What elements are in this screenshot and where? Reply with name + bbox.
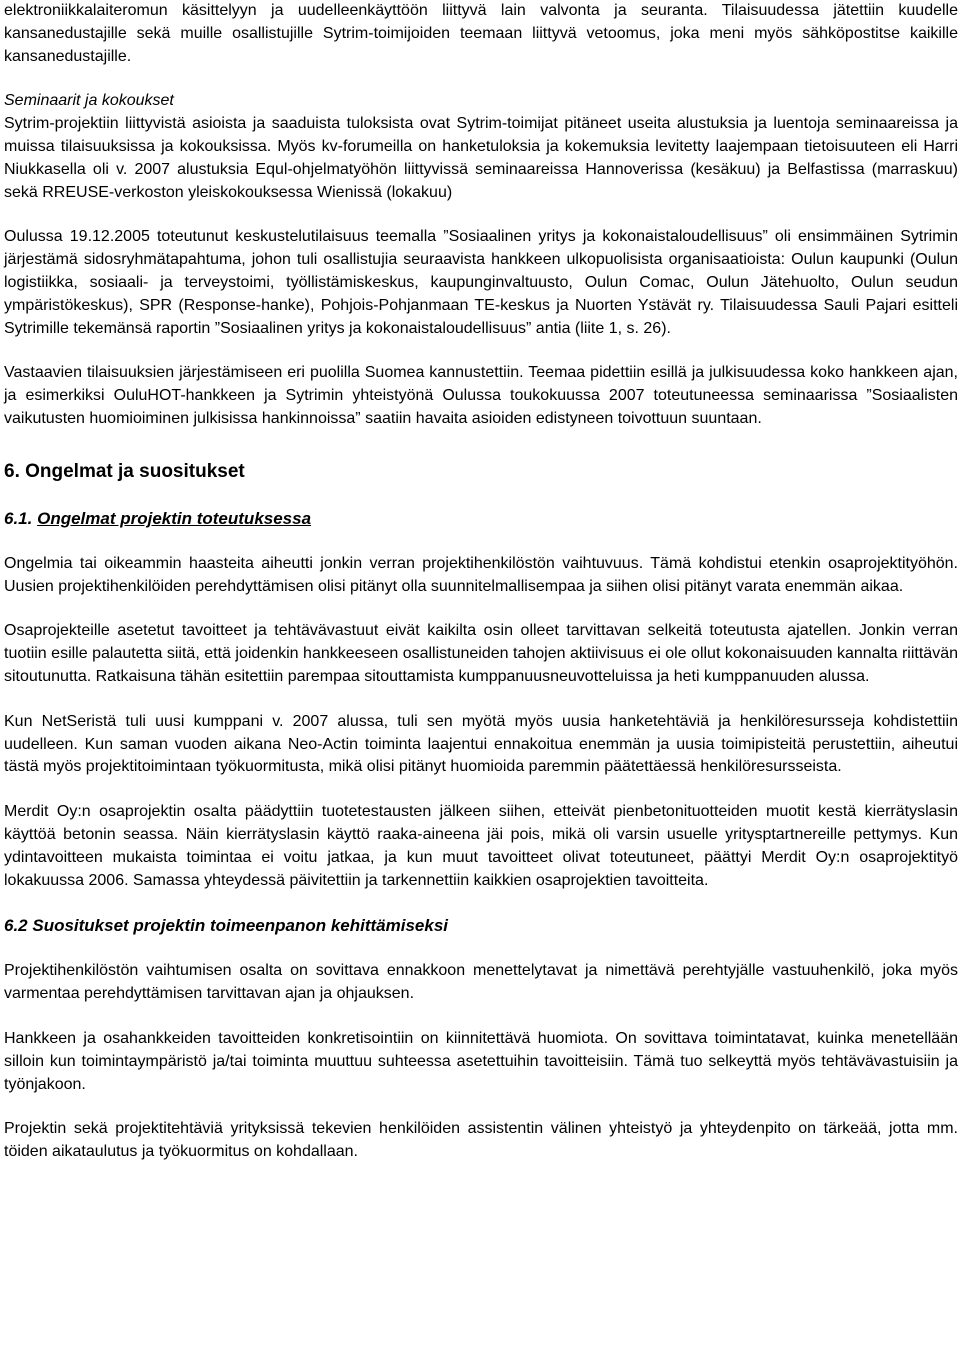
paragraph-seminars: Sytrim-projektiin liittyvistä asioista ja saaduista tuloksista ovat Sytrim-toimijat pitäneet useita alustuksia ja luentoja seminaareissa ja muissa tilaisuuksissa ja kokouksissa. Myös kv-forumeilla on hanketuloksia ja kokemuksia levitetty laajempaan tietoisuuteen eli Harri Niukkasella oli v. 2007 alustuksia Equl-ohjelmatyöhön liittyvissä seminaareissa Hannoverissa (kesäkuu) ja Belfastissa (marraskuu) sekä RREUSE-verkoston yleiskokouksessa Wienissä (lokakuu) [4,115,958,201]
paragraph-recommend-goals: Hankkeen ja osahankkeiden tavoitteiden konkretisointiin on kiinnitettävä huomiota. On sovittava toimintatavat, kuinka menetellään silloin kun toimintaympäristö ja/tai toiminta muuttuu suhteessa asetettuihin tavoitteisiin. Tämä tuo selkeyttä myös tehtävävastuisiin ja työnjakoon. [4,1029,958,1093]
subheading-seminars: Seminaarit ja kokoukset [4,92,174,110]
heading-section-6-1-number: 6.1. [4,508,33,528]
paragraph-recommend-cooperation: Projektin sekä projektitehtäviä yrityksissä tekevien henkilöiden assistentin välinen yhteistyö ja yhteydenpito on tärkeää, jotta mm. töiden aikataulutus ja työkuormitus on kohdallaan. [4,1120,958,1161]
paragraph-problems-merdit: Merdit Oy:n osaprojektin osalta päädyttiin tuotetestausten jälkeen siihen, etteivät pienbetonituotteiden muotit kestä kierrätyslasin käyttöä betonin seassa. Näin kierrätyslasin käyttö raaka-aineena jäi pois, mikä oli varsin usuelle yritysptartnereille pettymys. Kun ydintavoitteen mukaista toimintaa ei voitu jatkaa, ja kun muut tavoitteet olivat toteutuneet, päättyi Merdit Oy:n osaprojektityö lokakuussa 2006. Samassa yhteydessä päivitettiin ja tarkennettiin kaikkien osaprojektien tavoitteita. [4,803,958,889]
paragraph-problems-netseri: Kun NetSeristä tuli uusi kumppani v. 2007 alussa, tuli sen myötä myös uusia hanketehtäviä ja henkilöresursseja kohdistettiin uudelleen. Kun saman vuoden aikana Neo-Actin toiminta laajentui ennakoitua enemmän ja uusia toimipisteitä perustettiin, aiheutui tästä myös projektitoimintaan työkuormitusta, mikä olisi pitänyt huomioida paremmin päätettäessä henkilöresursseista. [4,712,958,776]
paragraph-intro-continued: elektroniikkalaiteromun käsittelyyn ja uudelleenkäyttöön liittyvä lain valvonta ja seuranta. Tilaisuudessa jätettiin kuudelle kansanedustajille sekä muille osallistujille Sytrim-toimijoiden teemaan liittyvä vetoomus, joka meni myös sähköpostitse kaikille kansanedustajille. [4,2,958,65]
heading-section-6-1-title: Ongelmat projektin toteutuksessa [37,508,312,528]
paragraph-recommend-staff: Projektihenkilöstön vaihtumisen osalta on sovittava ennakkoon menettelytavat ja nimettävä perehtyjälle vastuuhenkilö, joka myös varmentaa perehdyttämisen tarvittavan ajan ja ohjauksen. [4,962,958,1003]
heading-section-6-1 [4,507,958,531]
heading-section-6: 6. Ongelmat ja suositukset [4,460,245,482]
paragraph-oulu-event: Oulussa 19.12.2005 toteutunut keskustelutilaisuus teemalla ”Sosiaalinen yritys ja kokonaistaloudellisuus” oli ensimmäinen Sytrimin järjestämä sidosryhmätapahtuma, johon tuli osallistujia seuraavista hankkeen ulkopuolisista organisaatioista: Oulun kaupunki (Oulun logistiikka, sosiaali- ja terveystoimi, työllistämiskeskus, kaupunginvaltuusto, Oulun Comac, Oulun Jätehuolto, Oulun seudun ympäristökeskus), SPR (Response-hanke), Pohjois-Pohjanmaan TE-keskus ja Nuorten Ystävät ry. Tilaisuudessa Sauli Pajari esitteli Sytrimille tekemänsä raportin ”Sosiaalinen yritys ja kokonaistaloudellisuus” antia (liite 1, s. 26). [4,228,958,337]
heading-section-6-2: 6.2 Suositukset projektin toimeenpanon kehittämiseksi [4,916,449,936]
paragraph-problems-staff: Ongelmia tai oikeammin haasteita aiheutti jonkin verran projektihenkilöstön vaihtuvuus. Tämä kohdistui etenkin osaprojektityöhön. Uusien projektihenkilöiden perehdyttämisen olisi pitänyt olla suunnitelmallisempaa ja siihen olisi pitänyt varata enemmän aikaa. [4,554,958,595]
document-page [4,0,958,1164]
paragraph-similar-events: Vastaavien tilaisuuksien järjestämiseen eri puolilla Suomea kannustettiin. Teemaa pidettiin esillä ja julkisuudessa koko hankkeen ajan, ja esimerkiksi OuluHOT-hankkeen ja Sytrimin yhteistyönä Oulussa toukokuussa 2007 toteutuneessa seminaarissa ”Sosiaalisten vaikutusten huomioiminen julkisissa hankinnoissa” saatiin havaita asioiden edistyneen toivottuun suuntaan. [4,364,958,427]
paragraph-problems-goals: Osaprojekteille asetetut tavoitteet ja tehtävävastuut eivät kaikilta osin olleet tarvittavan selkeitä toteutusta ajatellen. Jonkin verran tuotiin esille palautetta siitä, että joidenkin hankkeeseen osallistuneiden tahojen aktiivisuus ei ole ollut kokonaisuuden kannalta riittävän sitoutunutta. Ratkaisuna tähän esitettiin parempaa sitouttamista kumppanuusneuvotteluissa ja heti kumppanuuden alussa. [4,622,958,685]
